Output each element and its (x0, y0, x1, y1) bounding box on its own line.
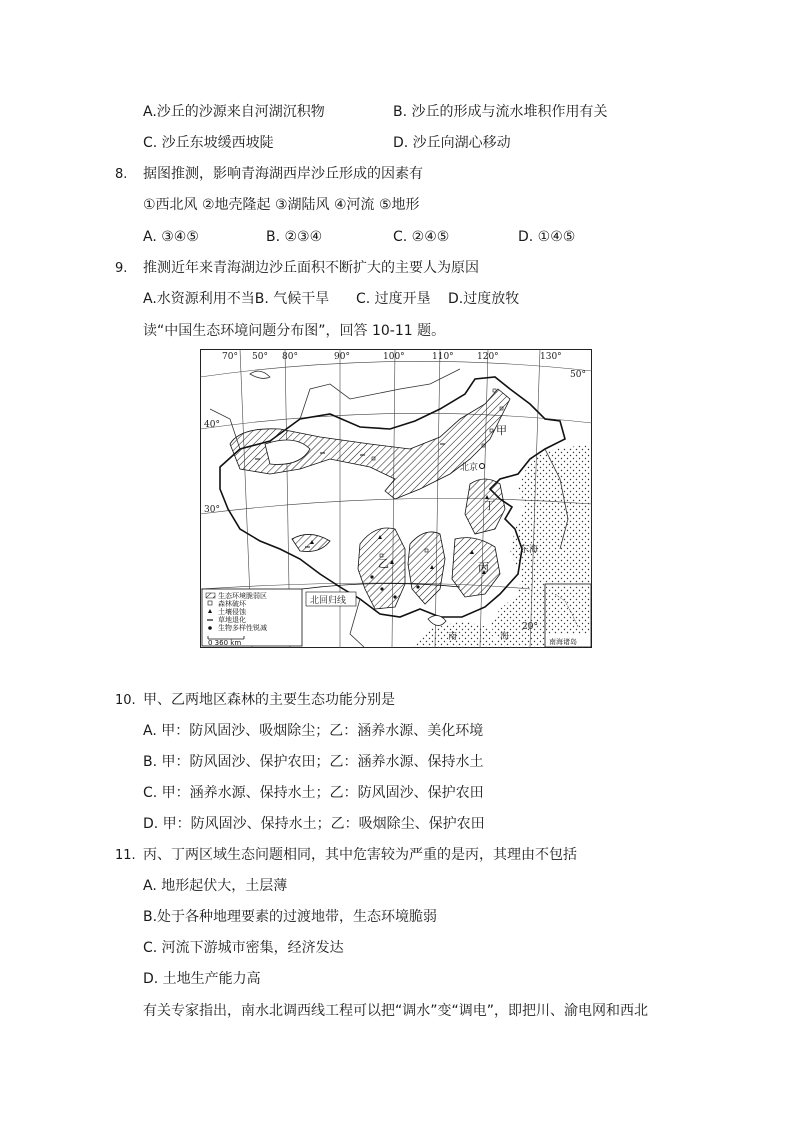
south-sea-islands-inset (545, 584, 591, 647)
lon-label-110: 110° (432, 352, 454, 362)
q8-stem: 据图推测，影响青海湖西岸沙丘形成的因素有 (143, 166, 423, 182)
lat-label-50: 50° (570, 370, 586, 380)
q7-option-d: D. 沙丘向湖心移动 (393, 135, 511, 151)
region-jia-label: 甲 (496, 424, 507, 437)
q8-items: ①西北风 ②地壳隆起 ③湖陆风 ④河流 ⑤地形 (143, 197, 420, 213)
q7-option-c: C. 沙丘东坡缓西坡陡 (143, 135, 274, 151)
beijing-marker (480, 464, 485, 469)
q9-option-d: D.过度放牧 (448, 291, 520, 307)
q7-option-b: B. 沙丘的形成与流水堆积作用有关 (393, 104, 608, 120)
legend-scale: 0 360 km (208, 639, 242, 647)
q8-option-b: B. ②③④ (266, 229, 323, 245)
q11-stem: 丙、丁两区域生态问题相同，其中危害较为严重的是丙，其理由不包括 (143, 847, 577, 863)
q8-option-d: D. ①④⑤ (518, 229, 576, 245)
east-sea-label: 东海 (520, 545, 539, 555)
q9-option-c: C. 过度开垦 (356, 291, 431, 307)
lon-label-70: 70° (222, 352, 238, 362)
q11-option-c: C. 河流下游城市密集，经济发达 (143, 940, 344, 956)
lat-label-20: 20° (522, 622, 538, 632)
q9-option-a: A.水资源利用不当B. 气候干旱 (143, 291, 330, 307)
lon-label-100: 100° (383, 352, 405, 362)
islands-label: 南海诸岛 (549, 638, 577, 646)
china-eco-map (200, 349, 592, 648)
q10-option-b: B. 甲：防风固沙、保护农田；乙：涵养水源、保持水土 (143, 754, 484, 770)
lon-label-120: 120° (477, 352, 499, 362)
region-bing-label: 丙 (478, 561, 489, 574)
lat-label-40: 40° (204, 420, 220, 430)
q9-stem: 推测近年来青海湖边沙丘面积不断扩大的主要人为原因 (143, 260, 479, 276)
legend-bio: 生物多样性锐减 (218, 624, 267, 632)
q11-option-d: D. 土地生产能力高 (143, 971, 261, 987)
q11-number: 11. (115, 848, 136, 863)
south-sea-label: 南 (448, 632, 458, 642)
lon-label-80: 80° (282, 352, 298, 362)
q10-option-d: D. 甲：防风固沙、保持水土；乙：吸烟除尘、保护农田 (143, 816, 485, 832)
q8-number: 8. (115, 167, 128, 182)
q10-number: 10. (115, 693, 136, 708)
q7-option-a: A.沙丘的沙源来自河湖沉积物 (143, 104, 325, 120)
lon-label-50: 50° (252, 352, 268, 362)
q8-option-a: A. ③④⑤ (143, 229, 199, 245)
legend-weak: 生态环境脆弱区 (218, 592, 267, 600)
map-legend (202, 589, 302, 647)
q11-option-b: B.处于各种地理要素的过渡地带，生态环境脆弱 (143, 909, 438, 925)
legend-forest: 森林破坏 (218, 600, 246, 608)
q9-number: 9. (115, 261, 128, 276)
q8-option-c: C. ②④⑤ (393, 229, 450, 245)
q10-stem: 甲、乙两地区森林的主要生态功能分别是 (143, 692, 395, 708)
q11-option-a: A. 地形起伏大，土层薄 (143, 878, 288, 894)
map-intro: 读“中国生态环境问题分布图”，回答 10-11 题。 (143, 323, 446, 339)
beijing-label: 北京 (460, 463, 479, 473)
lat-label-30: 30° (204, 505, 220, 515)
q10-option-a: A. 甲：防风固沙、吸烟除尘；乙：涵养水源、美化环境 (143, 723, 484, 739)
region-yi-label: 乙 (378, 557, 389, 570)
q10-option-c: C. 甲：涵养水源、保持水土；乙：防风固沙、保护农田 (143, 785, 484, 801)
lon-label-130: 130° (540, 352, 562, 362)
tropic-label: 北回归线 (310, 596, 347, 606)
legend-grass: 草地退化 (218, 616, 246, 624)
lon-label-90: 90° (334, 352, 350, 362)
south-sea-label-2: 海 (500, 632, 510, 642)
next-passage-line: 有关专家指出，南水北调西线工程可以把“调水”变“调电”，即把川、渝电网和西北 (143, 1003, 649, 1019)
legend-soil: 土壤侵蚀 (218, 608, 246, 616)
region-ding-label: 丁 (484, 499, 495, 512)
